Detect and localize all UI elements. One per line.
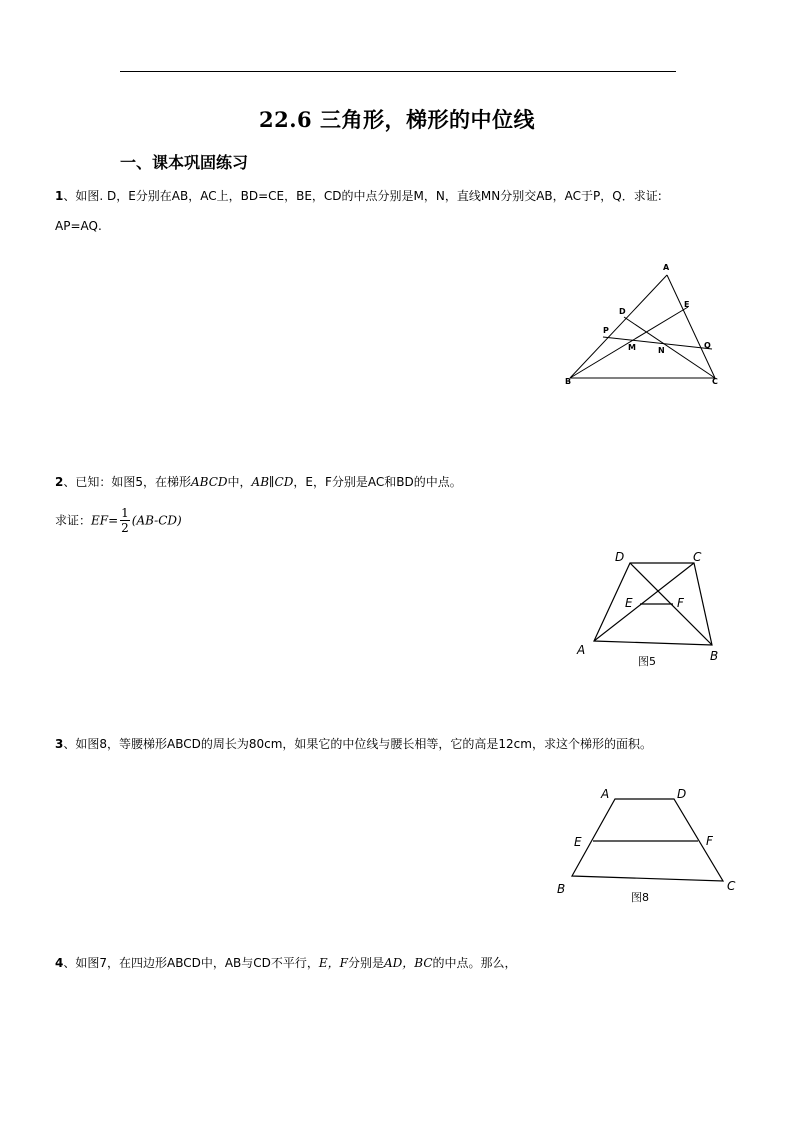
- label-E: E: [625, 596, 633, 610]
- label-E: E: [684, 300, 690, 309]
- problem-number: 4: [55, 956, 64, 970]
- paren-expr: (AB-CD): [131, 513, 182, 528]
- label-D: D: [615, 550, 625, 564]
- section-heading: 一、课本巩固练习: [120, 153, 249, 172]
- problem-1-line1: [55, 188, 662, 204]
- label-D: D: [619, 307, 626, 316]
- problem-2-prove: [55, 506, 182, 535]
- sides-ad-bc: AD，BC: [384, 956, 433, 970]
- figure-1: [560, 260, 730, 390]
- problem-text: ，E，F分别是AC和BD的中点。: [293, 475, 462, 489]
- problem-text: 分别是: [348, 956, 385, 970]
- fraction-denominator: 2: [121, 521, 129, 535]
- figure-8: [550, 780, 740, 910]
- problem-number: 1: [55, 189, 64, 203]
- label-C: C: [693, 550, 702, 564]
- problem-text: 、如图8，等腰梯形ABCD的周长为80cm，如果它的中位线与腰长相等，它的高是12cm，求这个梯形的面积。: [63, 737, 652, 751]
- problem-1-line2: AP=AQ.: [55, 219, 102, 233]
- trapezoid-name: ABCD: [191, 475, 228, 489]
- label-E: E: [574, 835, 582, 849]
- problem-text: 、如图7，在四边形ABCD中，AB与CD不平行，: [63, 956, 319, 970]
- ef-expr: EF=: [91, 513, 119, 528]
- fraction-numerator: 1: [121, 506, 129, 520]
- label-A: A: [663, 263, 670, 272]
- problem-number: 2: [55, 475, 64, 489]
- label-M: M: [628, 343, 636, 352]
- label-F: F: [677, 596, 684, 610]
- figure-caption: 图8: [631, 891, 649, 904]
- label-A: A: [601, 787, 610, 801]
- label-B: B: [710, 649, 719, 663]
- fraction: [120, 506, 130, 535]
- label-F: F: [706, 834, 713, 848]
- points-ef: E，F: [318, 956, 348, 970]
- problem-text: 中，: [227, 475, 252, 489]
- figure-caption: 图5: [638, 655, 656, 668]
- problem-text: 的中点。那么，: [432, 956, 517, 970]
- problem-text: 、如图. D，E分别在AB，AC上，BD=CE，BE，CD的中点分别是M，N，直线MN分别交AB，AC于P，Q．求证:: [63, 189, 662, 203]
- page-title: 22.6 三角形，梯形的中位线: [259, 107, 535, 132]
- label-C: C: [727, 879, 736, 893]
- label-D: D: [677, 787, 687, 801]
- label-Q: Q: [704, 341, 711, 350]
- problem-3: [55, 736, 652, 752]
- problem-2-line1: [55, 474, 462, 490]
- label-A: A: [577, 643, 586, 657]
- problem-text: 、已知：如图5，在梯形: [63, 475, 191, 489]
- prove-label: 求证：: [55, 513, 92, 528]
- figure-5: [570, 545, 730, 675]
- label-B: B: [565, 377, 572, 386]
- label-C: C: [712, 377, 718, 386]
- parallel-relation: AB∥CD: [251, 475, 294, 489]
- problem-4: [55, 955, 517, 971]
- problem-number: 3: [55, 737, 64, 751]
- label-B: B: [557, 882, 566, 896]
- header-rule: [120, 71, 676, 72]
- label-P: P: [603, 326, 609, 335]
- label-N: N: [658, 346, 665, 355]
